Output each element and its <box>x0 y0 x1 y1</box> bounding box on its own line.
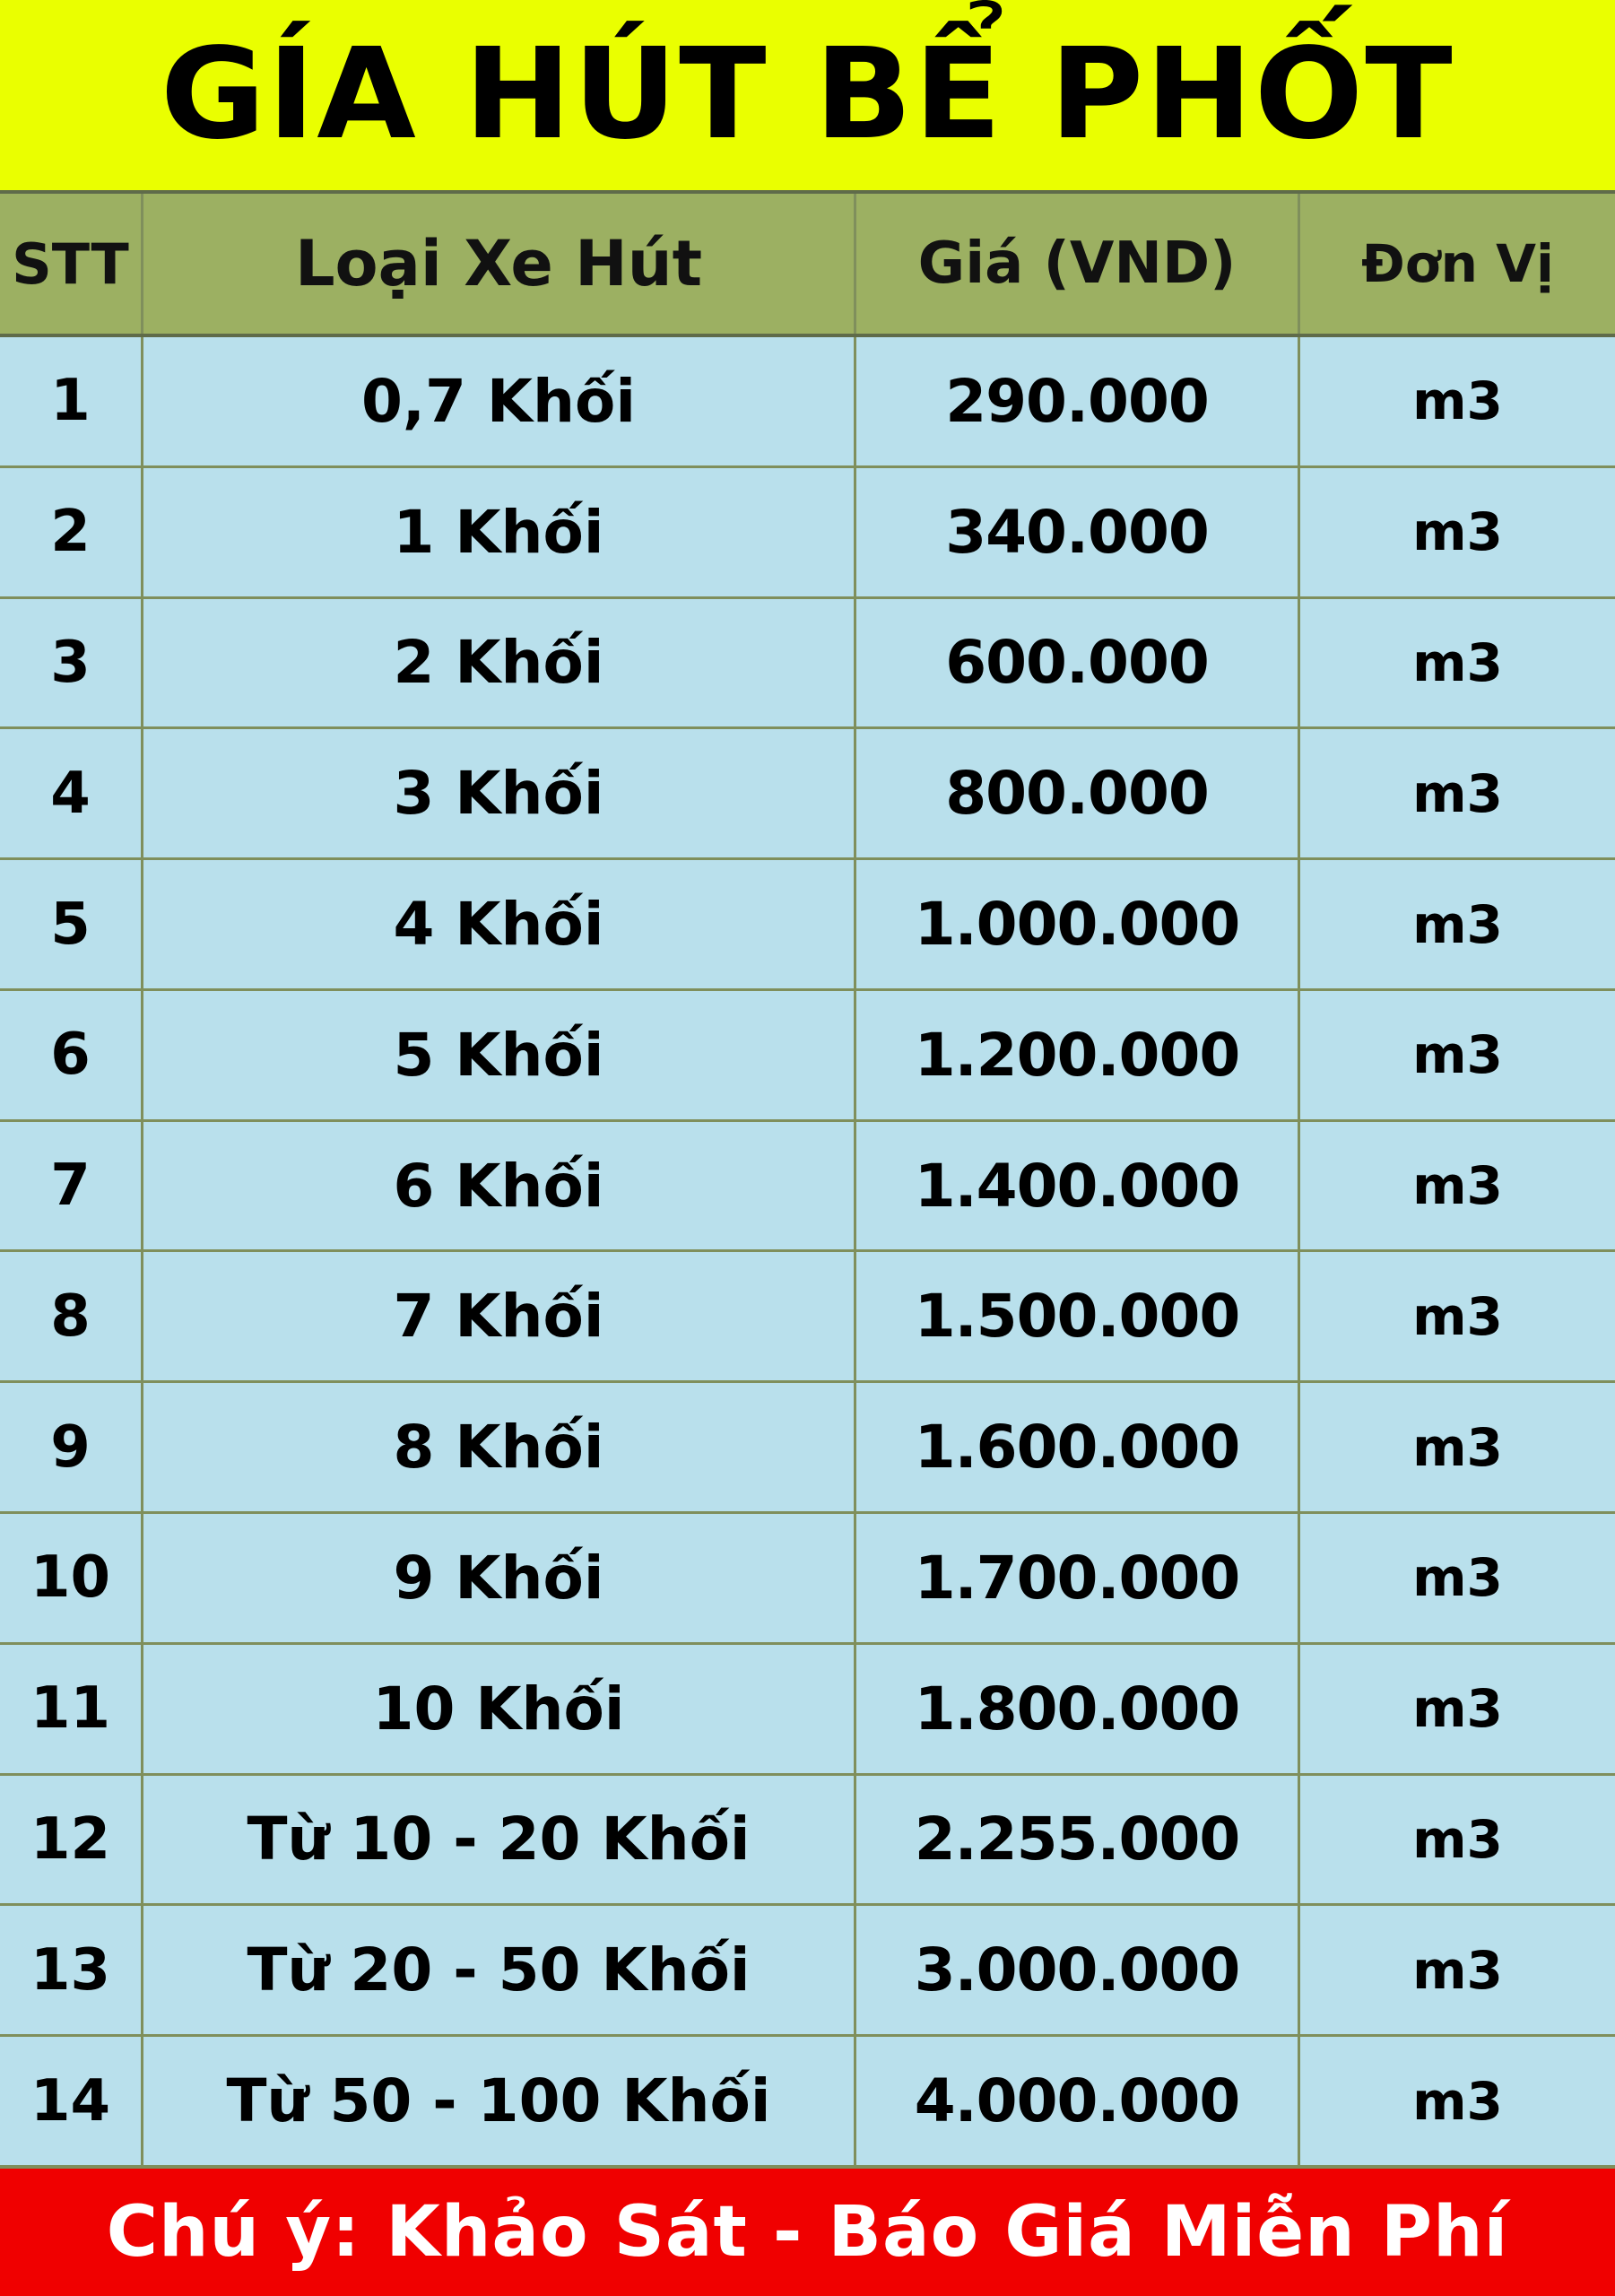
row-index: 5 <box>0 860 143 988</box>
row-index: 6 <box>0 991 143 1119</box>
row-unit: m3 <box>1412 1547 1503 1609</box>
page-title: GÍA HÚT BỂ PHỐT <box>161 22 1454 168</box>
row-price: 4.000.000 <box>856 2037 1300 2165</box>
row-vehicle-type: 4 Khối <box>143 860 856 988</box>
table-row <box>0 991 1615 1122</box>
table-row <box>0 1906 1615 2037</box>
row-unit: m3 <box>1412 370 1503 432</box>
row-unit: m3 <box>1412 1939 1503 2001</box>
row-unit: m3 <box>1412 762 1503 824</box>
table-row <box>0 729 1615 860</box>
row-vehicle-type: 0,7 Khối <box>143 337 856 465</box>
row-unit: m3 <box>1412 893 1503 955</box>
row-index: 13 <box>0 1906 143 2034</box>
row-price: 1.000.000 <box>856 860 1300 988</box>
row-unit: m3 <box>1412 1155 1503 1217</box>
row-price: 1.200.000 <box>856 991 1300 1119</box>
row-index: 1 <box>0 337 143 465</box>
footer-note-banner <box>0 2165 1615 2296</box>
row-index: 10 <box>0 1514 143 1642</box>
column-header-unit: Đơn Vị <box>1361 233 1554 294</box>
row-vehicle-type: 3 Khối <box>143 729 856 857</box>
row-price: 340.000 <box>856 468 1300 596</box>
row-price: 1.400.000 <box>856 1122 1300 1250</box>
footer-note-text: Chú ý: Khảo Sát - Báo Giá Miễn Phí <box>106 2192 1509 2273</box>
row-price: 800.000 <box>856 729 1300 857</box>
row-price: 3.000.000 <box>856 1906 1300 2034</box>
row-unit: m3 <box>1412 1416 1503 1478</box>
column-header-vehicle-type: Loại Xe Hút <box>143 194 856 334</box>
table-row <box>0 599 1615 730</box>
row-vehicle-type: 5 Khối <box>143 991 856 1119</box>
row-price: 600.000 <box>856 599 1300 727</box>
row-price: 1.600.000 <box>856 1383 1300 1511</box>
title-banner <box>0 0 1615 190</box>
row-index: 2 <box>0 468 143 596</box>
row-index: 7 <box>0 1122 143 1250</box>
table-row <box>0 1776 1615 1907</box>
row-vehicle-type: 1 Khối <box>143 468 856 596</box>
row-index: 8 <box>0 1252 143 1380</box>
row-vehicle-type: Từ 20 - 50 Khối <box>143 1906 856 2034</box>
row-price: 1.700.000 <box>856 1514 1300 1642</box>
row-unit: m3 <box>1412 501 1503 563</box>
table-row <box>0 860 1615 991</box>
row-unit: m3 <box>1412 1285 1503 1347</box>
row-index: 12 <box>0 1776 143 1904</box>
row-unit: m3 <box>1412 1024 1503 1086</box>
table-row <box>0 2037 1615 2165</box>
row-unit: m3 <box>1412 2070 1503 2132</box>
table-row <box>0 1122 1615 1253</box>
row-vehicle-type: 10 Khối <box>143 1645 856 1773</box>
row-unit: m3 <box>1412 1678 1503 1740</box>
row-vehicle-type: 6 Khối <box>143 1122 856 1250</box>
row-vehicle-type: 7 Khối <box>143 1252 856 1380</box>
row-price: 2.255.000 <box>856 1776 1300 1904</box>
row-price: 1.500.000 <box>856 1252 1300 1380</box>
table-row <box>0 337 1615 468</box>
row-vehicle-type: 2 Khối <box>143 599 856 727</box>
row-unit: m3 <box>1412 1808 1503 1870</box>
row-vehicle-type: 9 Khối <box>143 1514 856 1642</box>
table-row <box>0 468 1615 599</box>
table-row <box>0 1514 1615 1645</box>
table-row <box>0 1252 1615 1383</box>
price-table <box>0 190 1615 2165</box>
row-index: 4 <box>0 729 143 857</box>
row-vehicle-type: Từ 50 - 100 Khối <box>143 2037 856 2165</box>
row-vehicle-type: Từ 10 - 20 Khối <box>143 1776 856 1904</box>
row-price: 1.800.000 <box>856 1645 1300 1773</box>
row-unit: m3 <box>1412 631 1503 693</box>
table-row <box>0 1383 1615 1514</box>
row-index: 14 <box>0 2037 143 2165</box>
table-header-row <box>0 194 1615 337</box>
row-price: 290.000 <box>856 337 1300 465</box>
table-row <box>0 1645 1615 1776</box>
row-index: 3 <box>0 599 143 727</box>
row-vehicle-type: 8 Khối <box>143 1383 856 1511</box>
row-index: 9 <box>0 1383 143 1511</box>
column-header-stt: STT <box>0 194 143 334</box>
column-header-price: Giá (VND) <box>856 194 1300 334</box>
row-index: 11 <box>0 1645 143 1773</box>
